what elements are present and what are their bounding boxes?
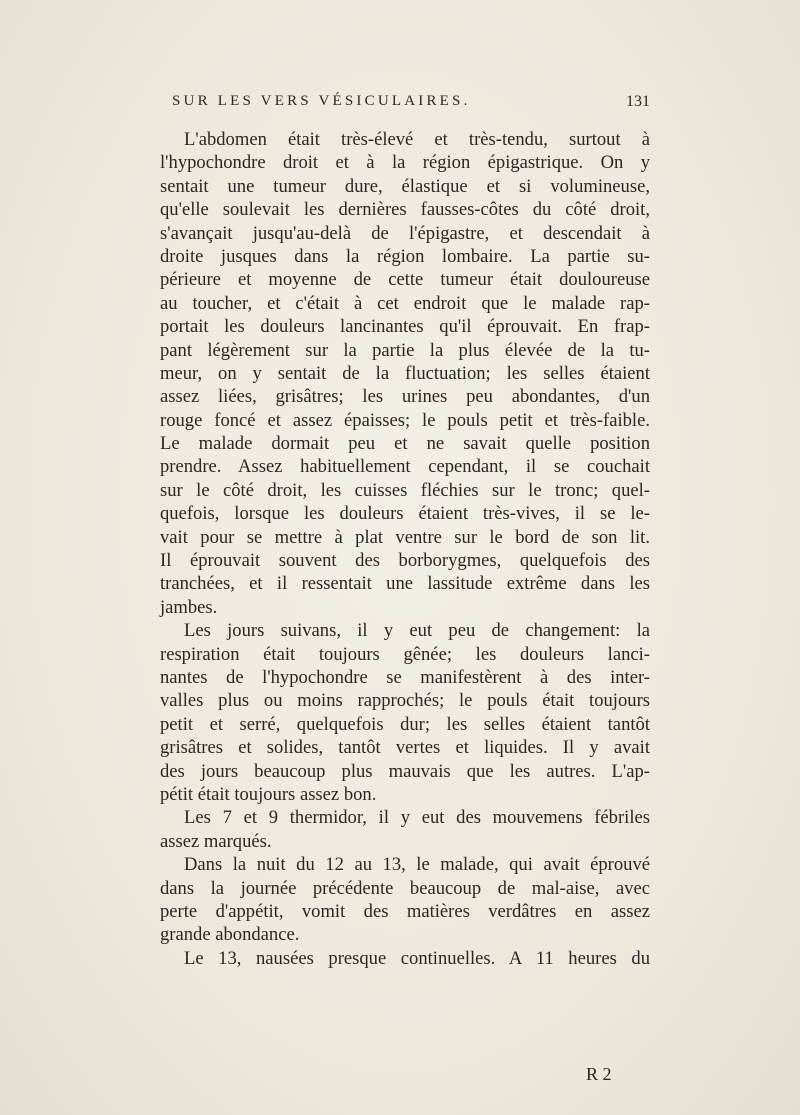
text-line: petit et serré, quelquefois dur; les selles étaient tantôt: [160, 713, 650, 735]
text-line: pant légèrement sur la partie la plus élevée de la tu-: [160, 339, 650, 361]
text-line: Les jours suivans, il y eut peu de changement: la: [184, 620, 650, 642]
text-line: l'hypochondre droit et à la région épigastrique. On y: [160, 152, 650, 174]
text-line: droite jusques dans la région lombaire. La partie su-: [160, 245, 650, 267]
page-number: 131: [626, 93, 650, 110]
running-title: SUR LES VERS VÉSICULAIRES.: [172, 93, 471, 109]
text-line: grande abondance.: [160, 924, 300, 946]
page-header: [160, 93, 650, 117]
text-line: tranchées, et il ressentait une lassitude extrême dans les: [160, 573, 650, 595]
text-line: des jours beaucoup plus mauvais que les autres. L'ap-: [160, 760, 650, 782]
text-line: qu'elle soulevait les dernières fausses-côtes du côté droit,: [160, 199, 650, 221]
text-line: au toucher, et c'était à cet endroit que le malade rap-: [160, 292, 650, 314]
text-line: meur, on y sentait de la fluctuation; les selles étaient: [160, 362, 650, 384]
text-line: L'abdomen était très-élevé et très-tendu, surtout à: [184, 129, 650, 150]
signature-mark: R 2: [586, 1064, 612, 1084]
text-line: respiration était toujours gênée; les douleurs lanci-: [160, 643, 650, 665]
text-line: Il éprouvait souvent des borborygmes, quelquefois des: [160, 550, 650, 572]
text-line: perte d'appétit, vomit des matières verdâtres en assez: [160, 900, 650, 922]
text-line: assez marqués.: [160, 830, 272, 852]
text-line: Les 7 et 9 thermidor, il y eut des mouvemens fébriles: [184, 807, 650, 829]
text-line: rouge foncé et assez épaisses; le pouls petit et très-faible.: [160, 409, 650, 431]
body-text: [160, 128, 650, 970]
text-line: assez liées, grisâtres; les urines peu abondantes, d'un: [160, 386, 650, 408]
text-line: quefois, lorsque les douleurs étaient très-vives, il se le-: [160, 503, 650, 525]
text-line: grisâtres et solides, tantôt vertes et liquides. Il y avait: [160, 737, 650, 759]
text-line: Le malade dormait peu et ne savait quelle position: [160, 433, 650, 455]
text-line: s'avançait jusqu'au-delà de l'épigastre, et descendait à: [160, 222, 650, 244]
text-line: dans la journée précédente beaucoup de mal-aise, avec: [160, 877, 650, 899]
text-line: portait les douleurs lancinantes qu'il éprouvait. En frap-: [160, 316, 650, 338]
text-line: valles plus ou moins rapprochés; le pouls était toujours: [160, 690, 650, 712]
text-line: sentait une tumeur dure, élastique et si volumineuse,: [160, 175, 650, 197]
text-line: vait pour se mettre à plat ventre sur le bord de son lit.: [160, 526, 650, 548]
text-line: Dans la nuit du 12 au 13, le malade, qui avait éprouvé: [184, 854, 650, 876]
text-line: pétit était toujours assez bon.: [160, 783, 377, 805]
text-line: périeure et moyenne de cette tumeur était douloureuse: [160, 269, 650, 291]
text-line: jambes.: [160, 596, 218, 618]
text-line: Le 13, nausées presque continuelles. A 11 heures du: [184, 947, 650, 969]
text-line: sur le côté droit, les cuisses fléchies sur le tronc; quel-: [160, 479, 650, 501]
text-line: nantes de l'hypochondre se manifestèrent à des inter-: [160, 666, 650, 688]
text-line: prendre. Assez habituellement cependant, il se couchait: [160, 456, 650, 478]
